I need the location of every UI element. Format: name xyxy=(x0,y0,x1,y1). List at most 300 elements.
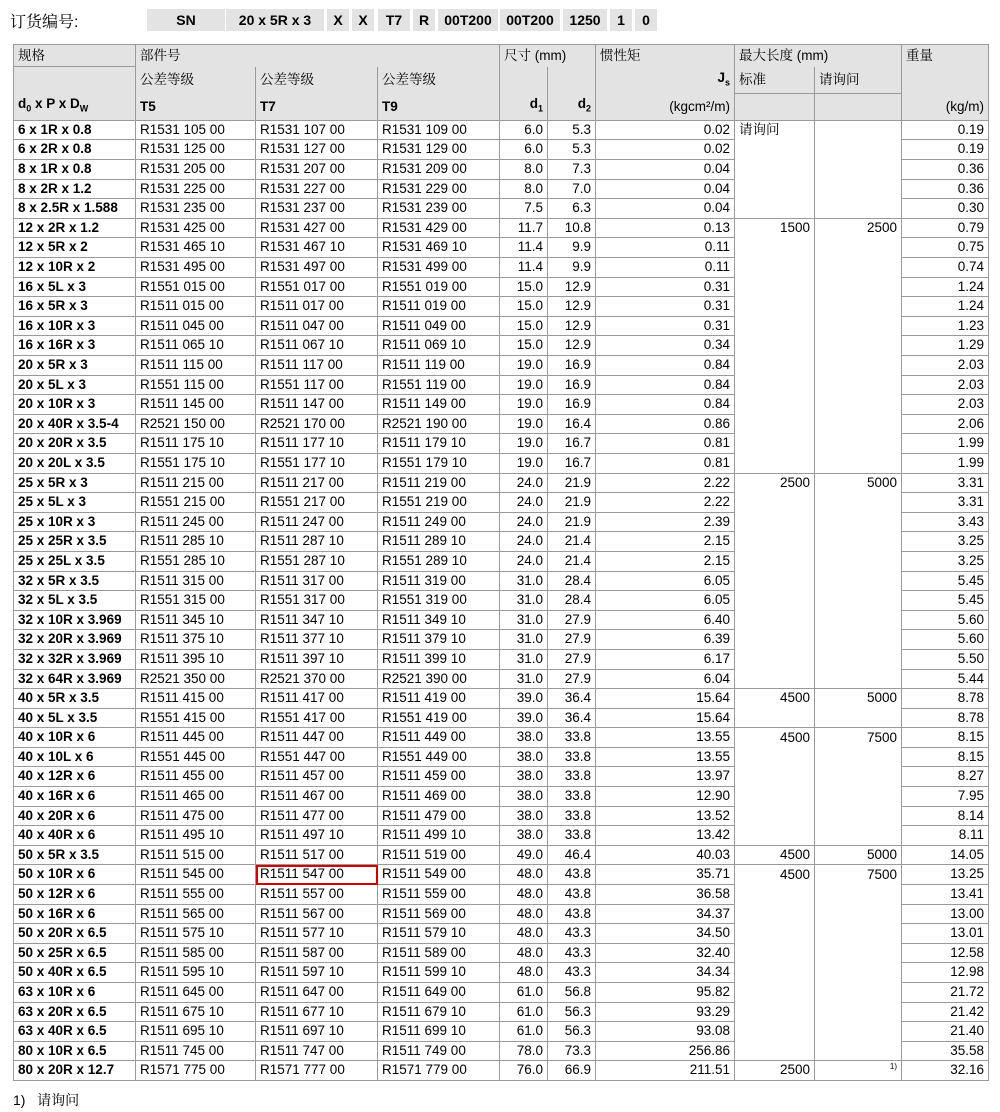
table-row xyxy=(14,963,989,983)
cell-max-length-standard xyxy=(735,708,815,728)
cell-max-length-inquire xyxy=(815,297,902,317)
cell-inertia: 0.84 xyxy=(596,375,735,395)
cell-inertia: 6.40 xyxy=(596,610,735,630)
cell-part-t5: R1551 415 00 xyxy=(136,708,256,728)
cell-inertia: 2.22 xyxy=(596,473,735,493)
cell-d2: 12.9 xyxy=(548,277,596,297)
cell-part-t7: R1511 377 10 xyxy=(256,630,378,650)
cell-part-t5: R1531 495 00 xyxy=(136,258,256,278)
cell-spec: 25 x 25R x 3.5 xyxy=(14,532,136,552)
cell-part-t9: R1531 499 00 xyxy=(378,258,500,278)
cell-d2: 27.9 xyxy=(548,630,596,650)
cell-part-t7: R1511 597 10 xyxy=(256,963,378,983)
cell-part-t7: R1511 697 10 xyxy=(256,1022,378,1042)
order-code-segment: 1 xyxy=(610,9,632,31)
cell-d2: 16.7 xyxy=(548,434,596,454)
cell-part-t5: R1531 425 00 xyxy=(136,218,256,238)
cell-d1: 19.0 xyxy=(500,395,548,415)
cell-d1: 24.0 xyxy=(500,532,548,552)
cell-d1: 15.0 xyxy=(500,297,548,317)
cell-d1: 48.0 xyxy=(500,924,548,944)
table-row xyxy=(14,218,989,238)
table-row xyxy=(14,532,989,552)
cell-part-t5: R1511 315 00 xyxy=(136,571,256,591)
cell-max-length-standard xyxy=(735,610,815,630)
header-d2: $d_2$ xyxy=(548,93,596,120)
table-row xyxy=(14,453,989,473)
cell-max-length-inquire xyxy=(815,532,902,552)
cell-weight: 1.29 xyxy=(902,336,989,356)
cell-d2: 21.9 xyxy=(548,493,596,513)
cell-weight: 5.50 xyxy=(902,649,989,669)
cell-part-t7: R1551 317 00 xyxy=(256,591,378,611)
cell-part-t5: R1551 215 00 xyxy=(136,493,256,513)
cell-d1: 61.0 xyxy=(500,1002,548,1022)
cell-inertia: 0.04 xyxy=(596,199,735,219)
cell-part-t5: R1511 585 00 xyxy=(136,943,256,963)
cell-d1: 38.0 xyxy=(500,826,548,846)
cell-weight: 21.42 xyxy=(902,1002,989,1022)
cell-max-length-inquire xyxy=(815,493,902,513)
cell-weight: 8.14 xyxy=(902,806,989,826)
cell-part-t7: R1511 287 10 xyxy=(256,532,378,552)
cell-d2: 33.8 xyxy=(548,787,596,807)
cell-part-t7: R1511 547 00 xyxy=(256,865,378,885)
cell-max-length-inquire xyxy=(815,395,902,415)
cell-max-length-standard xyxy=(735,336,815,356)
header-js: $J_s$ xyxy=(596,67,735,94)
table-row xyxy=(14,591,989,611)
cell-max-length-standard: 2500 xyxy=(735,1061,815,1081)
header-inquire: 请询问 xyxy=(815,67,902,94)
cell-part-t5: R1551 315 00 xyxy=(136,591,256,611)
cell-spec: 12 x 5R x 2 xyxy=(14,238,136,258)
cell-max-length-inquire xyxy=(815,336,902,356)
cell-part-t5: R1551 015 00 xyxy=(136,277,256,297)
cell-spec: 63 x 10R x 6 xyxy=(14,983,136,1003)
cell-part-t5: R1511 495 10 xyxy=(136,826,256,846)
cell-part-t9: R1511 699 10 xyxy=(378,1022,500,1042)
header-t7: T7 xyxy=(256,93,378,120)
cell-max-length-standard xyxy=(735,904,815,924)
cell-weight: 32.16 xyxy=(902,1061,989,1081)
cell-max-length-inquire xyxy=(815,512,902,532)
cell-spec: 20 x 10R x 3 xyxy=(14,395,136,415)
cell-part-t7: R1551 447 00 xyxy=(256,747,378,767)
cell-max-length-inquire xyxy=(815,983,902,1003)
cell-d1: 38.0 xyxy=(500,806,548,826)
table-row xyxy=(14,356,989,376)
cell-max-length-inquire: 7500 xyxy=(815,865,902,885)
cell-d2: 12.9 xyxy=(548,336,596,356)
cell-part-t7: R1511 467 00 xyxy=(256,787,378,807)
cell-part-t5: R1511 475 00 xyxy=(136,806,256,826)
cell-d2: 12.9 xyxy=(548,316,596,336)
cell-d1: 76.0 xyxy=(500,1061,548,1081)
table-row xyxy=(14,865,989,885)
cell-max-length-standard xyxy=(735,551,815,571)
cell-d2: 43.8 xyxy=(548,885,596,905)
cell-max-length-inquire xyxy=(815,199,902,219)
cell-max-length-standard: 1500 xyxy=(735,218,815,238)
cell-part-t9: R1551 419 00 xyxy=(378,708,500,728)
cell-inertia: 12.90 xyxy=(596,787,735,807)
cell-part-t9: R1511 749 00 xyxy=(378,1041,500,1061)
cell-max-length-standard: 请询问 xyxy=(735,120,815,140)
cell-max-length-standard xyxy=(735,1022,815,1042)
table-row xyxy=(14,1022,989,1042)
cell-inertia: 0.81 xyxy=(596,453,735,473)
cell-part-t9: R1531 229 00 xyxy=(378,179,500,199)
cell-part-t7: R1531 107 00 xyxy=(256,120,378,140)
cell-d1: 15.0 xyxy=(500,277,548,297)
cell-part-t5: R1531 465 10 xyxy=(136,238,256,258)
cell-inertia: 0.11 xyxy=(596,258,735,278)
cell-max-length-inquire xyxy=(815,258,902,278)
cell-weight: 3.43 xyxy=(902,512,989,532)
cell-part-t9: R1511 679 10 xyxy=(378,1002,500,1022)
cell-part-t5: R1511 455 00 xyxy=(136,767,256,787)
cell-part-t9: R1531 429 00 xyxy=(378,218,500,238)
cell-part-t5: R1531 105 00 xyxy=(136,120,256,140)
cell-max-length-standard xyxy=(735,669,815,689)
cell-part-t5: R1511 245 00 xyxy=(136,512,256,532)
cell-max-length-standard xyxy=(735,924,815,944)
cell-part-t7: R1511 417 00 xyxy=(256,689,378,709)
cell-part-t9: R2521 190 00 xyxy=(378,414,500,434)
cell-spec: 25 x 5R x 3 xyxy=(14,473,136,493)
cell-part-t9: R1551 319 00 xyxy=(378,591,500,611)
cell-part-t5: R1511 695 10 xyxy=(136,1022,256,1042)
cell-part-t9: R2521 390 00 xyxy=(378,669,500,689)
order-code-segment: SN xyxy=(147,9,225,31)
cell-inertia: 211.51 xyxy=(596,1061,735,1081)
cell-inertia: 0.86 xyxy=(596,414,735,434)
cell-max-length-inquire xyxy=(815,453,902,473)
cell-part-t9: R1511 589 00 xyxy=(378,943,500,963)
cell-part-t9: R1511 249 00 xyxy=(378,512,500,532)
cell-inertia: 13.52 xyxy=(596,806,735,826)
cell-part-t9: R1511 549 00 xyxy=(378,865,500,885)
cell-d2: 7.0 xyxy=(548,179,596,199)
cell-inertia: 6.05 xyxy=(596,591,735,611)
cell-d2: 33.8 xyxy=(548,767,596,787)
cell-weight: 8.78 xyxy=(902,689,989,709)
cell-max-length-standard xyxy=(735,160,815,180)
order-code-segment: T7 xyxy=(378,9,410,31)
cell-part-t9: R1511 569 00 xyxy=(378,904,500,924)
order-code-segment: 00T200 xyxy=(500,9,560,31)
cell-weight: 1.99 xyxy=(902,453,989,473)
cell-part-t7: R1551 417 00 xyxy=(256,708,378,728)
cell-d2: 56.3 xyxy=(548,1022,596,1042)
cell-weight: 5.45 xyxy=(902,591,989,611)
cell-max-length-inquire xyxy=(815,885,902,905)
cell-weight: 5.44 xyxy=(902,669,989,689)
cell-spec: 32 x 64R x 3.969 xyxy=(14,669,136,689)
cell-part-t7: R1511 567 00 xyxy=(256,904,378,924)
cell-weight: 5.60 xyxy=(902,610,989,630)
order-code-segment: 1250 xyxy=(563,9,607,31)
order-code-segment: 20 x 5R x 3 xyxy=(226,9,324,31)
cell-part-t9: R1531 469 10 xyxy=(378,238,500,258)
cell-max-length-standard xyxy=(735,179,815,199)
cell-part-t7: R1511 067 10 xyxy=(256,336,378,356)
cell-spec: 40 x 16R x 6 xyxy=(14,787,136,807)
cell-part-t7: R1511 447 00 xyxy=(256,728,378,748)
cell-d2: 27.9 xyxy=(548,649,596,669)
cell-d1: 48.0 xyxy=(500,943,548,963)
cell-max-length-standard xyxy=(735,258,815,278)
table-body xyxy=(14,120,989,1080)
cell-d2: 36.4 xyxy=(548,708,596,728)
cell-d2: 56.3 xyxy=(548,1002,596,1022)
cell-part-t5: R1511 675 10 xyxy=(136,1002,256,1022)
cell-max-length-standard xyxy=(735,747,815,767)
cell-part-t5: R1531 125 00 xyxy=(136,140,256,160)
cell-spec: 16 x 16R x 3 xyxy=(14,336,136,356)
cell-d2: 27.9 xyxy=(548,669,596,689)
footnote-text: 请询问 xyxy=(37,1092,80,1108)
cell-spec: 32 x 32R x 3.969 xyxy=(14,649,136,669)
cell-part-t9: R1511 049 00 xyxy=(378,316,500,336)
cell-spec: 50 x 25R x 6.5 xyxy=(14,943,136,963)
footnote-mark: 1) xyxy=(13,1092,26,1108)
cell-spec: 40 x 10R x 6 xyxy=(14,728,136,748)
cell-d1: 19.0 xyxy=(500,375,548,395)
header-inertia: 惯性矩 xyxy=(596,45,735,67)
table-row xyxy=(14,199,989,219)
cell-max-length-standard xyxy=(735,140,815,160)
cell-d2: 33.8 xyxy=(548,826,596,846)
cell-spec: 50 x 16R x 6 xyxy=(14,904,136,924)
cell-part-t7: R1531 497 00 xyxy=(256,258,378,278)
table-row xyxy=(14,179,989,199)
cell-d1: 39.0 xyxy=(500,708,548,728)
cell-max-length-inquire xyxy=(815,963,902,983)
cell-weight: 3.25 xyxy=(902,551,989,571)
cell-max-length-standard xyxy=(735,787,815,807)
cell-spec: 25 x 10R x 3 xyxy=(14,512,136,532)
cell-d2: 27.9 xyxy=(548,610,596,630)
cell-spec: 63 x 40R x 6.5 xyxy=(14,1022,136,1042)
header-t9: T9 xyxy=(378,93,500,120)
cell-inertia: 0.34 xyxy=(596,336,735,356)
cell-part-t5: R1511 395 10 xyxy=(136,649,256,669)
cell-spec: 20 x 5L x 3 xyxy=(14,375,136,395)
cell-part-t5: R2521 150 00 xyxy=(136,414,256,434)
header-inq-blank xyxy=(815,93,902,120)
table-row xyxy=(14,610,989,630)
cell-weight: 5.60 xyxy=(902,630,989,650)
cell-inertia: 6.05 xyxy=(596,571,735,591)
cell-part-t7: R1511 577 10 xyxy=(256,924,378,944)
cell-weight: 0.19 xyxy=(902,120,989,140)
cell-inertia: 36.58 xyxy=(596,885,735,905)
cell-part-t5: R1531 225 00 xyxy=(136,179,256,199)
cell-max-length-standard xyxy=(735,767,815,787)
header-tol-t9: 公差等级 xyxy=(378,67,500,94)
cell-max-length-standard: 4500 xyxy=(735,728,815,748)
cell-max-length-inquire xyxy=(815,904,902,924)
table-row xyxy=(14,943,989,963)
cell-weight: 0.74 xyxy=(902,258,989,278)
cell-d2: 16.9 xyxy=(548,356,596,376)
cell-d1: 48.0 xyxy=(500,904,548,924)
cell-d1: 11.4 xyxy=(500,258,548,278)
cell-part-t9: R1511 399 10 xyxy=(378,649,500,669)
cell-d2: 28.4 xyxy=(548,591,596,611)
cell-spec: 6 x 2R x 0.8 xyxy=(14,140,136,160)
cell-part-t5: R1551 285 10 xyxy=(136,551,256,571)
cell-d1: 48.0 xyxy=(500,963,548,983)
cell-max-length-inquire xyxy=(815,551,902,571)
cell-spec: 32 x 5L x 3.5 xyxy=(14,591,136,611)
cell-max-length-standard xyxy=(735,943,815,963)
cell-d2: 12.9 xyxy=(548,297,596,317)
cell-max-length-inquire: 5000 xyxy=(815,845,902,865)
cell-part-t5: R1571 775 00 xyxy=(136,1061,256,1081)
cell-max-length-inquire xyxy=(815,140,902,160)
cell-inertia: 6.39 xyxy=(596,630,735,650)
header-d1-blank xyxy=(500,67,548,94)
cell-part-t7: R1531 207 00 xyxy=(256,160,378,180)
cell-part-t9: R1511 469 00 xyxy=(378,787,500,807)
cell-inertia: 34.50 xyxy=(596,924,735,944)
cell-max-length-standard xyxy=(735,806,815,826)
cell-part-t9: R1531 129 00 xyxy=(378,140,500,160)
cell-spec: 32 x 20R x 3.969 xyxy=(14,630,136,650)
order-code-bar xyxy=(0,6,1000,32)
cell-part-t5: R1511 175 10 xyxy=(136,434,256,454)
cell-part-t7: R1531 127 00 xyxy=(256,140,378,160)
cell-part-t9: R1511 579 10 xyxy=(378,924,500,944)
cell-max-length-standard xyxy=(735,532,815,552)
header-weight-unit: (kg/m) xyxy=(902,93,989,120)
order-code-segment: X xyxy=(327,9,349,31)
cell-inertia: 6.04 xyxy=(596,669,735,689)
cell-part-t7: R1511 147 00 xyxy=(256,395,378,415)
cell-spec: 20 x 40R x 3.5-4 xyxy=(14,414,136,434)
table-row xyxy=(14,767,989,787)
cell-part-t7: R1511 587 00 xyxy=(256,943,378,963)
cell-weight: 0.19 xyxy=(902,140,989,160)
header-standard: 标准 xyxy=(735,67,815,94)
cell-part-t5: R1511 545 00 xyxy=(136,865,256,885)
cell-d1: 6.0 xyxy=(500,140,548,160)
cell-part-t7: R1531 467 10 xyxy=(256,238,378,258)
cell-d1: 38.0 xyxy=(500,728,548,748)
cell-part-t9: R1551 289 10 xyxy=(378,551,500,571)
cell-part-t9: R1511 019 00 xyxy=(378,297,500,317)
table-row xyxy=(14,787,989,807)
cell-spec: 40 x 40R x 6 xyxy=(14,826,136,846)
cell-part-t9: R1551 119 00 xyxy=(378,375,500,395)
cell-part-t7: R1511 457 00 xyxy=(256,767,378,787)
table-row xyxy=(14,708,989,728)
cell-part-t9: R1511 319 00 xyxy=(378,571,500,591)
cell-weight: 12.98 xyxy=(902,963,989,983)
header-d2-blank xyxy=(548,67,596,94)
cell-max-length-inquire xyxy=(815,610,902,630)
cell-part-t9: R1511 379 10 xyxy=(378,630,500,650)
cell-max-length-inquire xyxy=(815,767,902,787)
cell-inertia: 13.42 xyxy=(596,826,735,846)
cell-part-t5: R1531 205 00 xyxy=(136,160,256,180)
cell-d1: 31.0 xyxy=(500,610,548,630)
cell-part-t5: R1511 565 00 xyxy=(136,904,256,924)
cell-spec: 40 x 20R x 6 xyxy=(14,806,136,826)
cell-d1: 31.0 xyxy=(500,591,548,611)
cell-d1: 24.0 xyxy=(500,551,548,571)
cell-inertia: 15.64 xyxy=(596,689,735,709)
table-row xyxy=(14,473,989,493)
table-row xyxy=(14,826,989,846)
cell-max-length-standard: 4500 xyxy=(735,845,815,865)
cell-inertia: 0.02 xyxy=(596,120,735,140)
cell-part-t9: R1531 239 00 xyxy=(378,199,500,219)
cell-max-length-inquire xyxy=(815,924,902,944)
table-row xyxy=(14,806,989,826)
cell-d1: 38.0 xyxy=(500,767,548,787)
cell-part-t5: R1551 115 00 xyxy=(136,375,256,395)
cell-d1: 19.0 xyxy=(500,453,548,473)
cell-part-t7: R1551 117 00 xyxy=(256,375,378,395)
cell-d2: 5.3 xyxy=(548,140,596,160)
cell-part-t9: R1571 779 00 xyxy=(378,1061,500,1081)
cell-max-length-standard xyxy=(735,1041,815,1061)
cell-d2: 46.4 xyxy=(548,845,596,865)
table-row xyxy=(14,747,989,767)
table-row xyxy=(14,669,989,689)
cell-max-length-inquire xyxy=(815,747,902,767)
cell-max-length-inquire xyxy=(815,1022,902,1042)
cell-d2: 73.3 xyxy=(548,1041,596,1061)
cell-max-length-standard: 4500 xyxy=(735,689,815,709)
cell-max-length-inquire xyxy=(815,160,902,180)
cell-part-t7: R1511 317 00 xyxy=(256,571,378,591)
cell-part-t5: R2521 350 00 xyxy=(136,669,256,689)
cell-weight: 0.79 xyxy=(902,218,989,238)
cell-spec: 50 x 40R x 6.5 xyxy=(14,963,136,983)
cell-part-t9: R1511 219 00 xyxy=(378,473,500,493)
cell-part-t7: R1551 217 00 xyxy=(256,493,378,513)
table-row xyxy=(14,983,989,1003)
cell-d1: 19.0 xyxy=(500,356,548,376)
cell-weight: 3.31 xyxy=(902,473,989,493)
table-row xyxy=(14,238,989,258)
cell-weight: 13.41 xyxy=(902,885,989,905)
header-tol-t5: 公差等级 xyxy=(136,67,256,94)
cell-d2: 43.8 xyxy=(548,904,596,924)
cell-d2: 33.8 xyxy=(548,747,596,767)
cell-part-t9: R1511 599 10 xyxy=(378,963,500,983)
cell-max-length-standard xyxy=(735,571,815,591)
cell-weight: 0.36 xyxy=(902,160,989,180)
cell-max-length-inquire: 5000 xyxy=(815,473,902,493)
cell-weight: 8.15 xyxy=(902,747,989,767)
cell-d1: 61.0 xyxy=(500,1022,548,1042)
cell-max-length-inquire xyxy=(815,120,902,140)
table-row xyxy=(14,140,989,160)
cell-part-t7: R1511 647 00 xyxy=(256,983,378,1003)
cell-d2: 43.8 xyxy=(548,865,596,885)
cell-weight: 0.75 xyxy=(902,238,989,258)
cell-inertia: 2.15 xyxy=(596,532,735,552)
cell-part-t7: R1511 557 00 xyxy=(256,885,378,905)
cell-max-length-inquire xyxy=(815,277,902,297)
cell-part-t9: R1511 419 00 xyxy=(378,689,500,709)
